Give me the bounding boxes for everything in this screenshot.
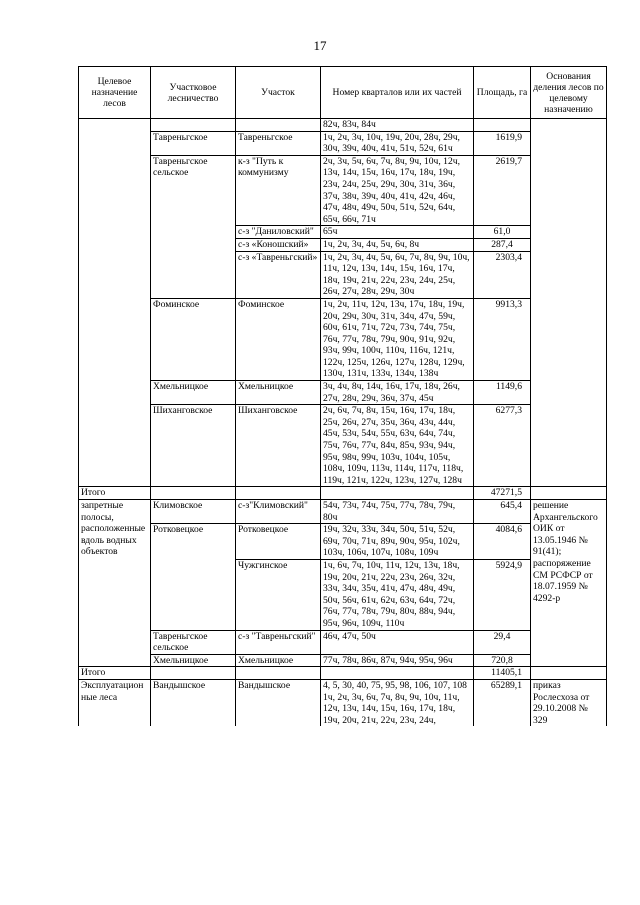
quarters-cell: 54ч, 73ч, 74ч, 75ч, 77ч, 78ч, 79ч, 80ч: [321, 500, 474, 524]
header-district: Участковое лесничество: [151, 67, 236, 119]
area-cell: 9913,3: [474, 298, 531, 380]
section-cell: Хмельницкое: [236, 654, 321, 667]
section-cell: Фоминское: [236, 298, 321, 380]
area-cell: 4084,6: [474, 524, 531, 560]
area-cell: 2619,7: [474, 155, 531, 226]
quarters-cell: 46ч, 47ч, 50ч: [321, 630, 474, 654]
section-cell: с-з"Климовский": [236, 500, 321, 524]
quarters-cell: 1ч, 2ч, 11ч, 12ч, 13ч, 17ч, 18ч, 19ч, 20ч, 29ч, 30ч, 31ч, 34ч, 47ч, 59ч, 60ч, 61ч, 71ч, 72ч, 73ч, 74ч, 75ч, 76ч, 77ч, 78ч, 79ч, 90ч, 91ч, 92ч, 93ч, 99ч, 100ч, 110ч, 116ч, 121ч, 122ч, 125ч, 126ч, 127ч, 128ч, 129ч, 130ч, 131ч, 133ч, 134ч, 138ч: [321, 298, 474, 380]
quarters-cell: 1ч, 2ч, 3ч, 10ч, 19ч, 20ч, 28ч, 29ч, 30ч, 39ч, 40ч, 41ч, 51ч, 52ч, 61ч: [321, 131, 474, 155]
district-cell: Хмельницкое: [151, 381, 236, 405]
area-cell: [474, 119, 531, 132]
quarters-cell: [321, 667, 474, 680]
header-basis: Основания деления лесов по целевому назначению: [531, 67, 607, 119]
table-row: [79, 654, 607, 667]
header-quarters: Номер кварталов или их частей: [321, 67, 474, 119]
district-cell: Тавреньгское сельское: [151, 155, 236, 298]
quarters-cell: 19ч, 32ч, 33ч, 34ч, 50ч, 51ч, 52ч, 69ч, 70ч, 71ч, 89ч, 90ч, 95ч, 102ч, 103ч, 106ч, 107ч, 108ч, 109ч: [321, 524, 474, 560]
section-cell: с-з «Тавреньгский»: [236, 251, 321, 298]
table-row: [79, 381, 607, 405]
district-cell: Тавреньгское сельское: [151, 630, 236, 654]
header-section: Участок: [236, 67, 321, 119]
area-cell: 1619,9: [474, 131, 531, 155]
area-cell: 5924,9: [474, 559, 531, 630]
subtotal-label: Итого: [79, 487, 151, 500]
quarters-cell: 3ч, 4ч, 8ч, 14ч, 16ч, 17ч, 18ч, 26ч, 27ч, 28ч, 29ч, 36ч, 37ч, 45ч: [321, 381, 474, 405]
section-cell: Ротковецкое: [236, 524, 321, 560]
subtotal-label: Итого: [79, 667, 151, 680]
table-row: [79, 298, 607, 380]
basis-cell: [531, 487, 607, 500]
subtotal-row: [79, 487, 607, 500]
table-row: [79, 679, 607, 726]
district-cell: Климовское: [151, 500, 236, 524]
district-cell: Шиханговское: [151, 405, 236, 487]
area-cell: 645,4: [474, 500, 531, 524]
section-cell: с-з "Тавреньгский": [236, 630, 321, 654]
section-cell: с-з "Даниловский": [236, 226, 321, 239]
table-row: [79, 630, 607, 654]
table-row: [79, 119, 607, 132]
subtotal-area: 11405,1: [474, 667, 531, 680]
quarters-cell: 77ч, 78ч, 86ч, 87ч, 94ч, 95ч, 96ч: [321, 654, 474, 667]
basis-cell: решение Архангельского ОИК от 13.05.1946 № 91(41); распоряжение СМ РСФСР от 18.07.1959 № 4292-р: [531, 500, 607, 667]
quarters-cell: 1ч, 2ч, 3ч, 4ч, 5ч, 6ч, 7ч, 8ч, 9ч, 10ч, 11ч, 12ч, 13ч, 14ч, 15ч, 16ч, 17ч, 18ч, 19ч, 21ч, 22ч, 23ч, 24ч, 25ч, 26ч, 27ч, 28ч, 29ч, 30ч: [321, 251, 474, 298]
area-cell: 2303,4: [474, 251, 531, 298]
subtotal-area: 47271,5: [474, 487, 531, 500]
table-row: [79, 500, 607, 524]
quarters-cell: 1ч, 6ч, 7ч, 10ч, 11ч, 12ч, 13ч, 18ч, 19ч, 20ч, 21ч, 22ч, 23ч, 26ч, 32ч, 33ч, 34ч, 35ч, 41ч, 47ч, 48ч, 49ч, 50ч, 56ч, 61ч, 62ч, 63ч, 64ч, 72ч, 76ч, 77ч, 78ч, 79ч, 80ч, 88ч, 94ч, 95ч, 96ч, 109ч, 110ч: [321, 559, 474, 630]
district-cell: [151, 487, 236, 500]
table-row: [79, 131, 607, 155]
forest-purpose-table: [78, 66, 607, 726]
area-cell: 720,8: [474, 654, 531, 667]
purpose-cell: [79, 119, 151, 487]
district-cell: [151, 119, 236, 132]
section-cell: Чужгинское: [236, 559, 321, 630]
section-cell: [236, 119, 321, 132]
page-number: 17: [313, 38, 327, 53]
section-cell: с-з «Коношский»: [236, 238, 321, 251]
district-cell: Тавреньгское: [151, 131, 236, 155]
purpose-cell: Эксплуатацион ные леса: [79, 679, 151, 726]
district-cell: Хмельницкое: [151, 654, 236, 667]
quarters-cell: 2ч, 3ч, 5ч, 6ч, 7ч, 8ч, 9ч, 10ч, 12ч, 13ч, 14ч, 15ч, 16ч, 17ч, 18ч, 19ч, 23ч, 24ч, 25ч, 29ч, 30ч, 31ч, 36ч, 37ч, 38ч, 39ч, 40ч, 41ч, 42ч, 46ч, 47ч, 48ч, 49ч, 50ч, 51ч, 52ч, 64ч, 65ч, 66ч, 71ч: [321, 155, 474, 226]
quarters-cell: 4, 5, 30, 40, 75, 95, 98, 106, 107, 108 1ч, 2ч, 3ч, 6ч, 7ч, 8ч, 9ч, 10ч, 11ч, 12ч, 13ч, 14ч, 15ч, 16ч, 17ч, 18ч, 19ч, 20ч, 21ч, 22ч, 23ч, 24ч,: [321, 679, 474, 726]
header-purpose: Целевое назначение лесов: [79, 67, 151, 119]
section-cell: [236, 667, 321, 680]
table-row: [79, 155, 607, 226]
area-cell: 65289,1: [474, 679, 531, 726]
quarters-cell: 2ч, 6ч, 7ч, 8ч, 15ч, 16ч, 17ч, 18ч, 25ч, 26ч, 27ч, 35ч, 36ч, 43ч, 44ч, 45ч, 53ч, 54ч, 55ч, 63ч, 64ч, 74ч, 75ч, 76ч, 77ч, 84ч, 85ч, 93ч, 94ч, 95ч, 98ч, 99ч, 103ч, 104ч, 105ч, 108ч, 109ч, 113ч, 114ч, 117ч, 118ч, 119ч, 121ч, 122ч, 123ч, 127ч, 128ч: [321, 405, 474, 487]
quarters-cell: [321, 487, 474, 500]
table-header-row: [79, 67, 607, 119]
purpose-cell: запретные полосы, расположенные вдоль водных объектов: [79, 500, 151, 667]
section-cell: Тавреньгское: [236, 131, 321, 155]
section-cell: к-з "Путь к коммунизму: [236, 155, 321, 226]
section-cell: Вандышское: [236, 679, 321, 726]
section-cell: Хмельницкое: [236, 381, 321, 405]
district-cell: Фоминское: [151, 298, 236, 380]
quarters-cell: 65ч: [321, 226, 474, 239]
district-cell: [151, 667, 236, 680]
header-area: Площадь, га: [474, 67, 531, 119]
district-cell: Вандышское: [151, 679, 236, 726]
table-row: [79, 405, 607, 487]
district-cell: Ротковецкое: [151, 524, 236, 630]
quarters-cell: 1ч, 2ч, 3ч, 4ч, 5ч, 6ч, 8ч: [321, 238, 474, 251]
area-cell: 29,4: [474, 630, 531, 654]
basis-cell: [531, 667, 607, 680]
quarters-cell: 82ч, 83ч, 84ч: [321, 119, 474, 132]
basis-cell: [531, 119, 607, 487]
area-cell: 1149,6: [474, 381, 531, 405]
area-cell: 61,0: [474, 226, 531, 239]
basis-cell: приказ Рослесхоза от 29.10.2008 № 329: [531, 679, 607, 726]
area-cell: 287,4: [474, 238, 531, 251]
section-cell: [236, 487, 321, 500]
subtotal-row: [79, 667, 607, 680]
section-cell: Шиханговское: [236, 405, 321, 487]
table-row: [79, 524, 607, 560]
area-cell: 6277,3: [474, 405, 531, 487]
